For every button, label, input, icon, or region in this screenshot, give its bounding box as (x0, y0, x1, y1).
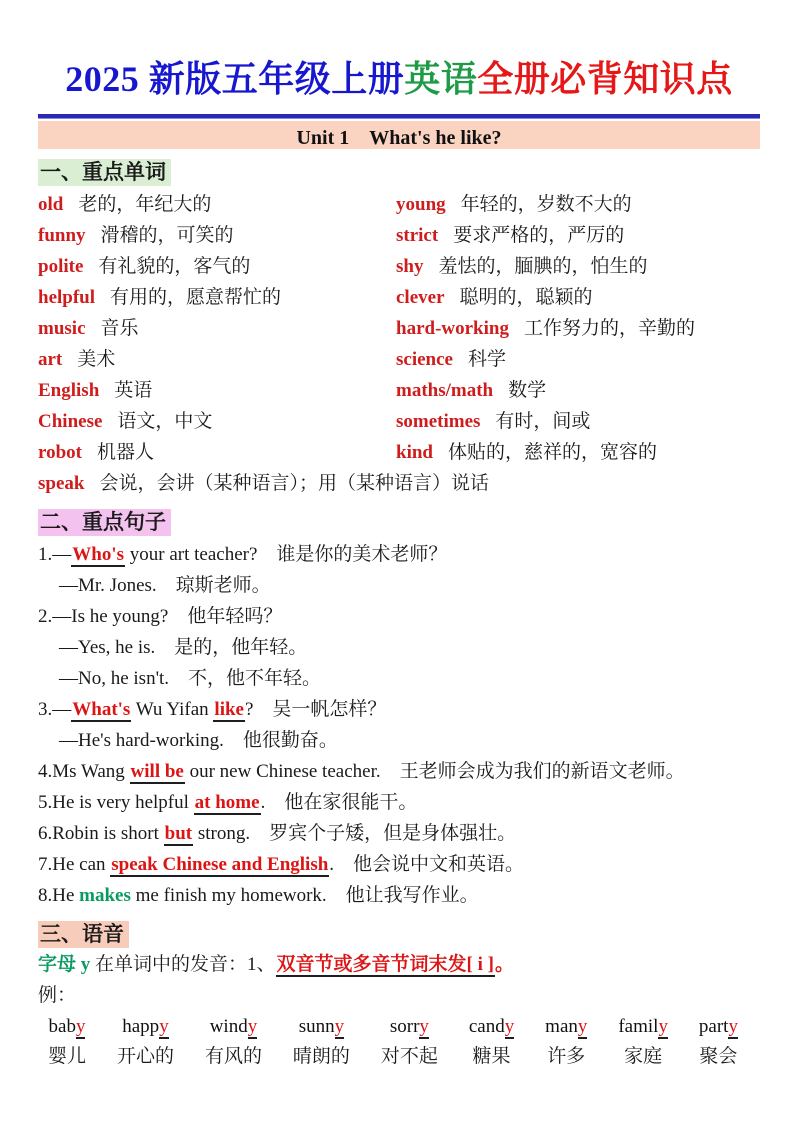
vocab-word: old (38, 194, 64, 215)
plain-text: 1.— (38, 544, 72, 565)
phonics-word (545, 1012, 587, 1042)
highlighted-text: speak Chinese and English (111, 854, 329, 875)
highlighted-text: makes (79, 885, 131, 906)
phonics-word (117, 1012, 174, 1042)
highlighted-text: will be (130, 761, 184, 782)
unit-banner (38, 121, 760, 149)
vocab-row (38, 437, 760, 468)
vocab-word: helpful (38, 287, 96, 308)
phonics-word (618, 1012, 668, 1042)
phonics-word-column (117, 1012, 174, 1072)
vocab-entry (396, 251, 760, 282)
phonics-word (469, 1012, 514, 1042)
vocab-meaning: 羞怯的，腼腆的，怕生的 (438, 256, 648, 277)
word-suffix-y: y (419, 1016, 429, 1037)
phonics-word (699, 1012, 738, 1042)
vocab-meaning: 滑稽的，可笑的 (100, 225, 234, 246)
vocab-entry (396, 437, 760, 468)
phonics-word (293, 1012, 350, 1042)
vocab-meaning: 语文，中文 (117, 411, 213, 432)
plain-text: 3.— (38, 699, 72, 720)
highlighted-text: at home (194, 792, 260, 813)
sentence-line (38, 818, 760, 849)
phonics-word-column (48, 1012, 86, 1072)
phonics-word-column (381, 1012, 438, 1072)
vocab-heading-label: 一、重点单词 (38, 159, 171, 186)
vocab-word: hard-working (396, 318, 509, 339)
vocab-meaning: 会说，会讲（某种语言）；用（某种语言）说话 (99, 473, 489, 494)
vocab-entry (396, 313, 760, 344)
vocab-row (38, 189, 760, 220)
vocab-entry (38, 375, 396, 406)
phonics-word-column (545, 1012, 587, 1072)
sentence-line (38, 570, 760, 601)
word-meaning: 开心的 (116, 1046, 174, 1067)
word-stem: man (545, 1016, 578, 1037)
vocab-meaning: 音乐 (100, 318, 139, 339)
vocab-word: sometimes (396, 411, 481, 432)
vocab-entry (396, 406, 760, 437)
highlighted-text: 字母 (38, 954, 81, 975)
highlighted-text: 双音节或多音节词末发[ i ] (276, 954, 494, 975)
word-suffix-y: y (504, 1016, 515, 1037)
unit-banner-text: Unit 1 What's he like? (296, 126, 502, 149)
sentence-line (38, 663, 760, 694)
vocab-row (38, 313, 760, 344)
plain-text: 2.—Is he young? 他年轻吗？ (38, 606, 283, 627)
vocab-entry (38, 282, 396, 313)
sentence-line (38, 632, 760, 663)
plain-text: Wu Yifan (131, 699, 214, 720)
vocab-meaning: 科学 (467, 349, 506, 370)
word-stem: bab (48, 1016, 76, 1037)
highlighted-text: 。 (494, 954, 514, 975)
vocab-word: music (38, 318, 86, 339)
sentence-line (38, 880, 760, 911)
word-suffix-y: y (728, 1016, 738, 1037)
vocab-entry (396, 189, 760, 220)
title-part-green: 英语 (404, 59, 478, 99)
plain-text: . 他会说中文和英语。 (329, 854, 525, 875)
vocab-word: clever (396, 287, 445, 308)
vocab-row (38, 344, 760, 375)
vocab-list (38, 189, 760, 468)
divider-rule (38, 114, 760, 119)
vocab-entry (38, 220, 396, 251)
word-suffix-y: y (577, 1016, 588, 1037)
sentence-line (38, 539, 760, 570)
vocab-entry (396, 282, 760, 313)
word-suffix-y: y (247, 1016, 258, 1037)
word-meaning: 糖果 (472, 1046, 511, 1067)
vocab-entry-speak (38, 468, 760, 499)
highlighted-text: What's (72, 699, 131, 720)
phonics-word-column (205, 1012, 262, 1072)
vocab-word: Chinese (38, 411, 103, 432)
vocab-meaning: 数学 (508, 380, 547, 401)
word-suffix-y: y (75, 1016, 86, 1037)
vocab-word: art (38, 349, 63, 370)
word-stem: sunn (298, 1016, 335, 1037)
word-stem: wind (209, 1016, 248, 1037)
sentence-line (38, 725, 760, 756)
vocab-word: shy (396, 256, 424, 277)
plain-text: —No, he isn't. 不，他不年轻。 (59, 668, 322, 689)
phonics-word (48, 1012, 86, 1042)
vocab-entry (38, 189, 396, 220)
vocab-meaning: 机器人 (96, 442, 154, 463)
word-meaning: 晴朗的 (292, 1046, 350, 1067)
vocab-word: robot (38, 442, 82, 463)
vocab-meaning: 年轻的，岁数不大的 (460, 194, 632, 215)
vocab-meaning: 工作努力的，辛勤的 (523, 318, 695, 339)
word-meaning: 聚会 (699, 1046, 738, 1067)
vocab-meaning: 有礼貌的，客气的 (98, 256, 251, 277)
vocab-meaning: 聪明的，聪颖的 (459, 287, 593, 308)
plain-text: 7.He can (38, 854, 111, 875)
vocab-word: kind (396, 442, 433, 463)
vocab-word: speak (38, 473, 85, 494)
word-meaning: 许多 (547, 1046, 586, 1067)
vocab-entry (396, 375, 760, 406)
vocab-row (38, 282, 760, 313)
phonics-word-column (469, 1012, 514, 1072)
word-suffix-y: y (159, 1016, 169, 1037)
word-stem: happ (122, 1016, 160, 1037)
section-heading-phonics (38, 920, 760, 949)
word-suffix-y: y (658, 1016, 668, 1037)
plain-text: me finish my homework. 他让我写作业。 (130, 885, 479, 906)
vocab-meaning: 有用的，愿意帮忙的 (110, 287, 282, 308)
plain-text: —Mr. Jones. 琼斯老师。 (59, 575, 271, 596)
section-heading-vocab (38, 158, 760, 187)
plain-text: 5.He is very helpful (38, 792, 194, 813)
highlighted-text: Who's (72, 544, 124, 565)
vocab-word: maths/math (396, 380, 494, 401)
plain-text: ? 吴一帆怎样？ (244, 699, 387, 720)
vocab-entry (38, 406, 396, 437)
vocab-row (38, 406, 760, 437)
phonics-word-column (699, 1012, 738, 1072)
sentence-line (38, 756, 760, 787)
plain-text: . 他在家很能干。 (260, 792, 418, 813)
phonics-word-column (293, 1012, 350, 1072)
vocab-entry (396, 344, 760, 375)
vocab-row (38, 375, 760, 406)
vocab-entry (38, 313, 396, 344)
plain-text: 8.He (38, 885, 80, 906)
phonics-word-column (618, 1012, 668, 1072)
phonics-word-table (38, 1012, 760, 1072)
plain-text: —Yes, he is. 是的，他年轻。 (59, 637, 308, 658)
vocab-word: English (38, 380, 100, 401)
vocab-word: polite (38, 256, 84, 277)
word-meaning: 有风的 (204, 1046, 262, 1067)
phonics-rule-line (38, 949, 760, 980)
vocab-entry (396, 220, 760, 251)
sentence-line (38, 849, 760, 880)
phonics-heading-label: 三、语音 (38, 921, 129, 948)
section-heading-sentences (38, 508, 760, 537)
word-meaning: 婴儿 (48, 1046, 87, 1067)
word-stem: part (698, 1016, 729, 1037)
vocab-word: young (396, 194, 446, 215)
sentence-list (38, 539, 760, 911)
plain-text: 4.Ms Wang (38, 761, 130, 782)
plain-text: our new Chinese teacher. 王老师会成为我们的新语文老师。 (184, 761, 685, 782)
word-meaning: 家庭 (624, 1046, 663, 1067)
vocab-entry (38, 251, 396, 282)
highlighted-text: like (214, 699, 244, 720)
vocab-word: science (396, 349, 453, 370)
vocab-meaning: 英语 (114, 380, 153, 401)
document-title (38, 56, 760, 102)
plain-text: 在单词中的发音：1、 (90, 954, 276, 975)
sentences-heading-label: 二、重点句子 (38, 509, 171, 536)
vocab-meaning: 美术 (77, 349, 116, 370)
example-label: 例： (38, 985, 77, 1006)
plain-text: strong. 罗宾个子矮，但是身体强壮。 (193, 823, 517, 844)
vocab-meaning: 要求严格的，严厉的 (453, 225, 625, 246)
sentence-line (38, 601, 760, 632)
word-stem: famil (618, 1016, 659, 1037)
word-stem: cand (468, 1016, 505, 1037)
plain-text: —He's hard-working. 他很勤奋。 (59, 730, 338, 751)
highlighted-text: y (80, 954, 91, 975)
word-meaning: 对不起 (380, 1046, 438, 1067)
phonics-word (381, 1012, 438, 1042)
word-suffix-y: y (334, 1016, 345, 1037)
plain-text: 6.Robin is short (38, 823, 164, 844)
sentence-line (38, 787, 760, 818)
vocab-entry (38, 344, 396, 375)
title-part-red: 全册必背知识点 (477, 59, 733, 99)
plain-text: your art teacher? 谁是你的美术老师？ (125, 544, 448, 565)
vocab-row (38, 220, 760, 251)
vocab-entry (38, 437, 396, 468)
vocab-word: strict (396, 225, 439, 246)
vocab-meaning: 老的，年纪大的 (78, 194, 212, 215)
phonics-word (205, 1012, 262, 1042)
vocab-row (38, 251, 760, 282)
word-stem: sorr (389, 1016, 420, 1037)
vocab-meaning: 有时，间或 (495, 411, 591, 432)
sentence-line (38, 694, 760, 725)
vocab-meaning: 体贴的，慈祥的，宽容的 (447, 442, 657, 463)
vocab-word: funny (38, 225, 86, 246)
title-part-blue: 2025 新版五年级上册 (65, 59, 405, 99)
highlighted-text: but (164, 823, 193, 844)
